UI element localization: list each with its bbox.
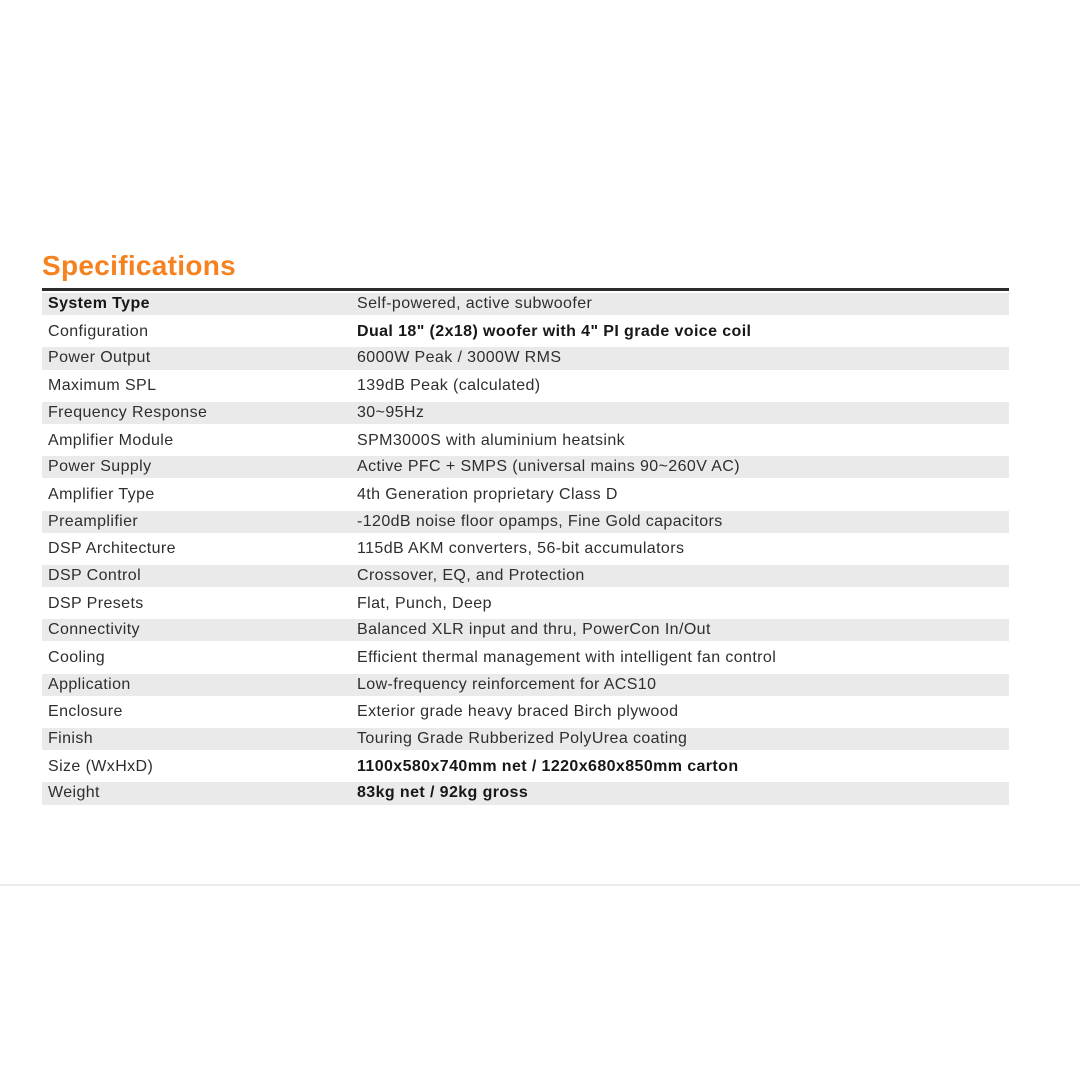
spec-value: 1100x580x740mm net / 1220x680x850mm carton [357,757,739,775]
spec-value: 115dB AKM converters, 56-bit accumulators [357,540,685,558]
spec-label: Enclosure [48,703,123,721]
spec-label: Maximum SPL [48,377,157,395]
table-row [42,509,1009,536]
spec-label: Size (WxHxD) [48,757,154,775]
table-row [42,454,1009,481]
table-row [42,318,1009,345]
spec-value: Dual 18" (2x18) woofer with 4" PI grade voice coil [357,322,752,340]
spec-label: DSP Control [48,566,142,584]
spec-label: Application [48,675,131,693]
table-row [42,481,1009,508]
spec-label: System Type [48,295,150,313]
spec-label: Configuration [48,322,149,340]
table-row [42,345,1009,372]
table-row [42,563,1009,590]
spec-value: Balanced XLR input and thru, PowerCon In/Out [357,621,711,639]
spec-label: Weight [48,784,100,802]
spec-value: SPM3000S with aluminium heatsink [357,431,626,449]
spec-label: Power Supply [48,458,152,476]
spec-label: Preamplifier [48,512,139,530]
spec-value: 83kg net / 92kg gross [357,784,529,802]
table-row [42,373,1009,400]
spec-value: 139dB Peak (calculated) [357,377,541,395]
page-bottom-divider [0,884,1080,886]
spec-value: Efficient thermal management with intelligent fan control [357,649,777,667]
specifications-table [42,291,1009,808]
spec-label: Connectivity [48,621,140,639]
spec-label: Amplifier Module [48,431,174,449]
table-row [42,536,1009,563]
spec-label: Frequency Response [48,403,208,421]
spec-value: Touring Grade Rubberized PolyUrea coating [357,730,688,748]
spec-label: Power Output [48,349,151,367]
table-row [42,780,1009,807]
spec-value: Flat, Punch, Deep [357,594,492,612]
spec-value: Exterior grade heavy braced Birch plywood [357,703,679,721]
spec-label: Cooling [48,649,106,667]
spec-label: DSP Architecture [48,540,176,558]
spec-value: 30~95Hz [357,403,425,421]
table-row [42,672,1009,699]
spec-label: DSP Presets [48,594,144,612]
spec-value: Self-powered, active subwoofer [357,295,593,313]
table-row [42,400,1009,427]
table-row [42,617,1009,644]
spec-label: Finish [48,730,94,748]
spec-value: 4th Generation proprietary Class D [357,485,618,503]
table-row [42,726,1009,753]
spec-label: Amplifier Type [48,485,155,503]
page-title: Specifications [42,250,237,281]
spec-value: Crossover, EQ, and Protection [357,566,585,584]
table-row [42,644,1009,671]
table-row [42,427,1009,454]
table-row [42,291,1009,318]
table-row [42,699,1009,726]
spec-value: Active PFC + SMPS (universal mains 90~260V AC) [357,458,740,476]
spec-value: -120dB noise floor opamps, Fine Gold capacitors [357,512,723,530]
table-row [42,753,1009,780]
table-row [42,590,1009,617]
spec-value: 6000W Peak / 3000W RMS [357,349,562,367]
spec-value: Low-frequency reinforcement for ACS10 [357,675,657,693]
